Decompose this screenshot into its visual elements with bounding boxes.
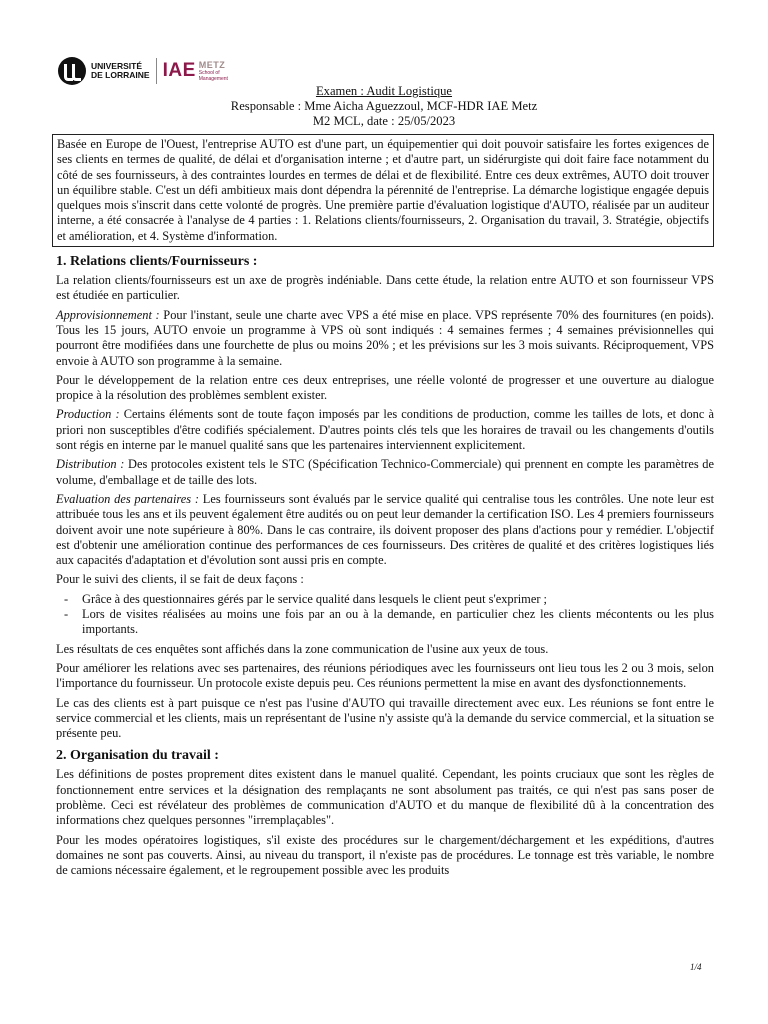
appro-paragraph [56,308,714,369]
results-paragraph: Les résultats de ces enquêtes sont affichés dans la zone communication de l'usine aux yeux de tous. [56,641,549,656]
metz-sub2: Management [198,75,228,82]
distribution-label: Distribution : [56,457,125,472]
distribution-paragraph [56,457,714,488]
section1-paragraph: La relation clients/fournisseurs est un axe de progrès indéniable. Dans cette étude, la relation entre AUTO et son fournisseur VPS est étudiée en particulier. [56,273,714,303]
responsible-line: Responsable : Mme Aicha Aguezzoul, MCF-HDR IAE Metz [230,99,538,113]
suivi-list [56,592,714,638]
iae-logo: IAE [162,60,196,81]
clients-paragraph: Le cas des clients est à part puisque ce n'est pas l'usine d'AUTO qui travaille directement avec eux. Les réunions se font entre le service commercial et les clients, mais un représentant de l'usine n'y assiste qu'à la demande du service commercial, et la situation se présente peu. [56,695,714,741]
production-label: Production : [56,407,120,422]
appro-label: Approvisionnement : [56,307,160,322]
evaluation-text: Les fournisseurs sont évalués par le service qualité qui centralise tous les contrôles. Une note leur est attribuée tous les ans et ils peuvent également être audités ou on peut leur demander la certification ISO. Les 4 premiers fournisseurs doivent avoir une note supérieure à 80%. Dans le cas contraire, ils doivent proposer des plans d'actions pour y remédier. L'objectif est d'obtenir une amélioration continue des performances de ces fournisseurs. Des critères de qualité et des critères logistiques liés aux capacités d'adaptation et d'évolution sont aussi pris en compte. [56,491,715,568]
page-number: 1/4 [690,962,702,972]
appro-text: Pour l'instant, seule une charte avec VPS a été mise en place. VPS représente 70% des fournitures (en poids). Tous les 15 jours, AUTO envoie un programme à VPS où sont indiqués : 4 semaines fermes ; 4 semaines prévisionnelles qui pourront être modifiées dans une fourchette de plus ou moins 20% ; et les prévisions sur les 3 mois suivants. Réciproquement, VPS envoie à AUTO son programme à la semaine. [56,307,715,368]
list-item: - Grâce à des questionnaires gérés par le service qualité dans lesquels le client peut s'exprimer ; [56,592,714,607]
intro-box: Basée en Europe de l'Ouest, l'entreprise AUTO est d'une part, un équipementier qui doit pouvoir satisfaire les fortes exigences de ses clients en termes de qualité, de délai et d'organisation interne ; et d'autre part, un sidérurgiste qui doit faire face notamment du côté de ses fournisseurs, à des contraintes lourdes en termes de délai et de flexibilité. Entre ces deux extrêmes, AUTO doit trouver un équilibre stable. C'est un défi ambitieux mais dont dépendra la pérennité de l'entreprise. La démarche logistique engagée depuis quelques mois s'inscrit dans cette volonté de progrès. Une première partie d'évaluation logistique d'AUTO, réalisée par un auditeur interne, a été consacrée à l'analyse de 4 parties : 1. Relations clients/fournisseurs, 2. Organisation du travail, 3. Stratégie, objectifs et amélioration, et 4. Système d'information. [52,134,714,247]
improve-paragraph: Pour améliorer les relations avec ses partenaires, des réunions périodiques avec les fournisseurs ont lieu tous les 2 ou 3 mois, selon l'importance du fournisseur. Un protocole existe depuis peu. Ces réunions permettent la mise en avant des dysfonctionnements. [56,660,714,691]
program-date-line: M2 MCL, date : 25/05/2023 [312,114,456,128]
metz-logo-block [199,61,228,82]
logo-bar [58,55,228,87]
section2-paragraph-2: Pour les modes opératoires logistiques, s'il existe des procédures sur le chargement/déchargement et les expéditions, d'autres domaines ne sont pas couverts. Ainsi, au niveau du transport, il n'existe pas de procédures. Le tonnage est très variable, le nombre de camions nécessaire également, et le regroupement possible avec les produits [56,832,714,878]
exam-title: Examen : Audit Logistique [315,84,453,98]
section2-paragraph-1: Les définitions de postes proprement dites existent dans le manuel qualité. Cependant, les points cruciaux que sont les règles de fonctionnement entre services et la désignation des remplaçants ne sont absolument pas traités, ce qui n'est pas sans poser de problème. Ceci est révélateur des problèmes de communication d'AUTO et du manque de flexibilité dû à la concentration des informations chez quelques personnes "irremplaçables". [56,767,714,828]
distribution-text: Des protocoles existent tels le STC (Spécification Technico-Commerciale) qui prennent en compte les paramètres de volume, d'emballage et de taille des lots. [56,457,714,487]
metz-sub1: School of [198,69,220,76]
logo-divider [156,58,157,84]
section2-heading: 2. Organisation du travail : [56,748,219,764]
section1-heading: 1. Relations clients/Fournisseurs : [56,254,258,270]
document-header [0,84,768,129]
evaluation-label: Evaluation des partenaires : [56,491,199,506]
development-paragraph: Pour le développement de la relation entre ces deux entreprises, une réelle volonté de progresser et une ouverture au dialogue propice à la résolution des problèmes semblent exister. [56,372,714,403]
metz-label: METZ [198,59,226,70]
production-paragraph [56,407,714,453]
list-item: - Lors de visites réalisées au moins une fois par an ou à la demande, en particulier chez les clients mécontents ou les plus importants. [56,607,714,638]
university-line1: UNIVERSITÉ [91,61,143,71]
evaluation-paragraph [56,492,714,568]
production-text: Certains éléments sont de toute façon imposés par les conditions de production, comme les tailles de lots, et donc à priori non susceptibles d'être codifiés spécialement. D'autres points clés tels que les horaires de travail ou les changements d'outils sont régis en interne par le manuel qualité sans que les partenaires interviennent explicitement. [56,407,714,453]
universite-lorraine-logo-icon [58,57,86,85]
document-body [56,134,714,882]
suivi-intro: Pour le suivi des clients, il se fait de deux façons : [56,572,304,587]
university-line2: DE LORRAINE [91,70,150,80]
universite-lorraine-wordmark [91,62,150,80]
